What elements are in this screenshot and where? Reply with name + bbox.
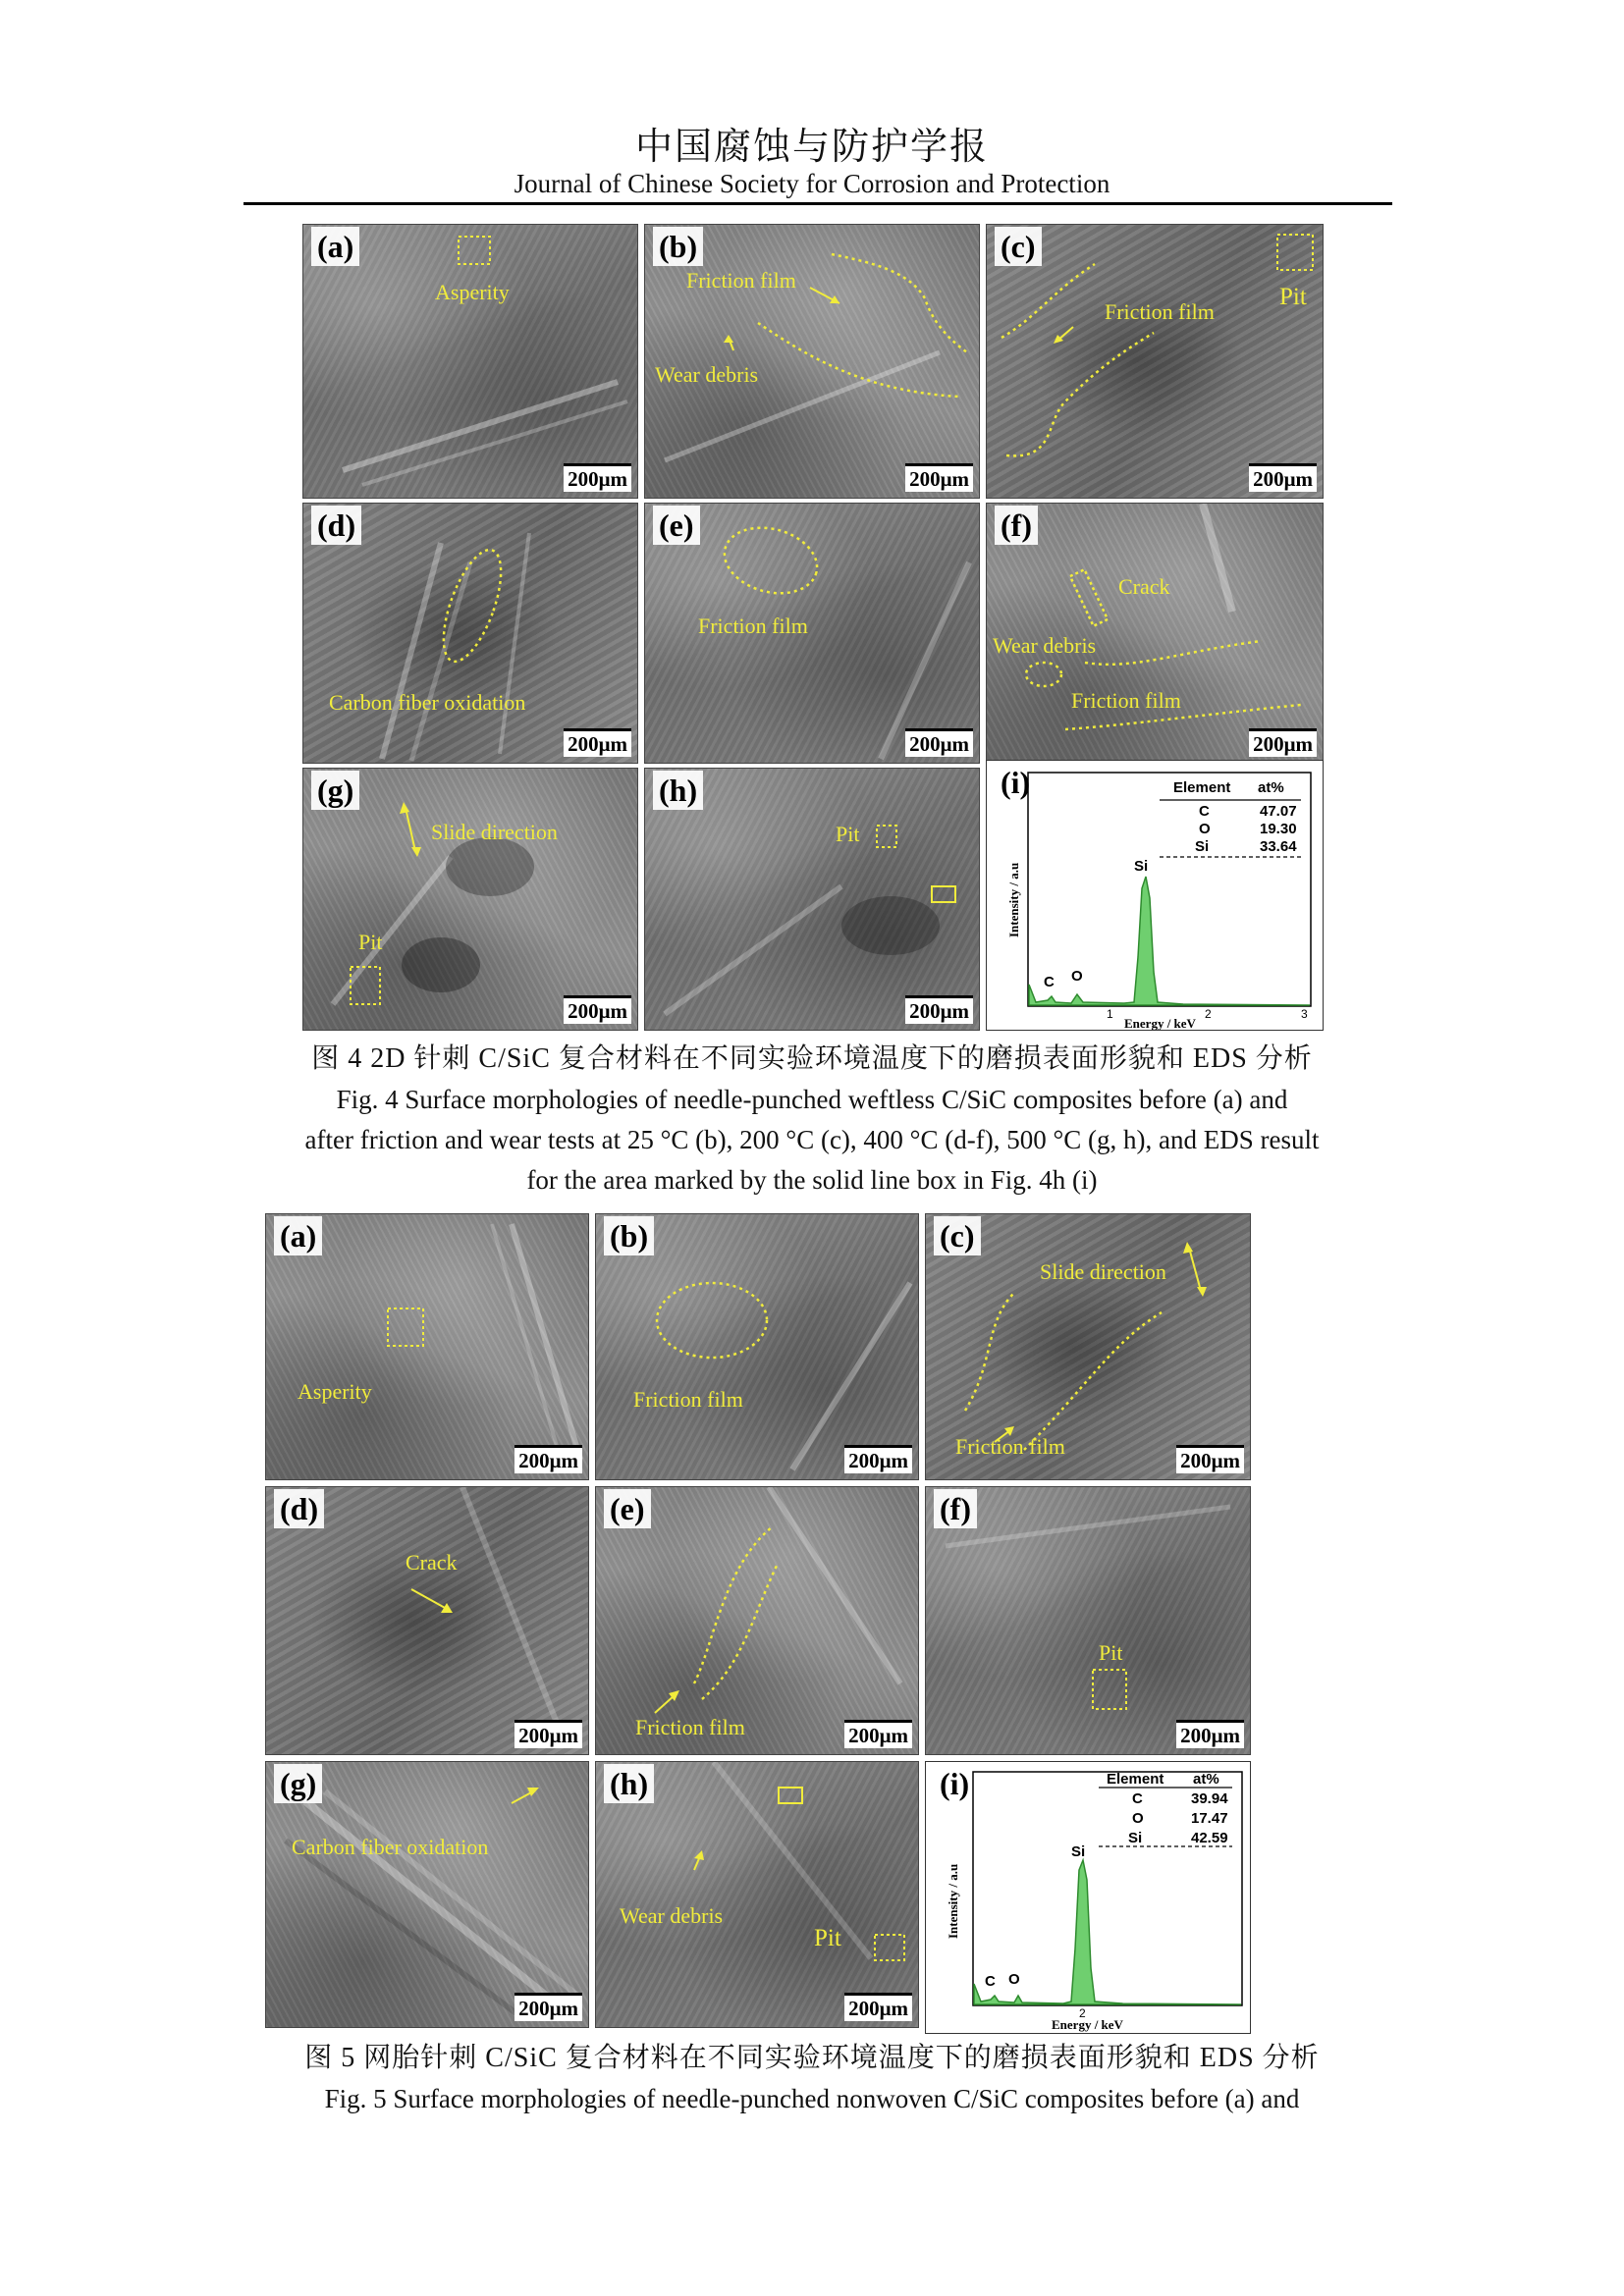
x-tick: 2 [1079,2006,1086,2020]
fig4-panel-c [986,224,1324,499]
annotation-slide-direction: Slide direction [431,820,558,844]
fig5-panel-c [925,1213,1251,1480]
panel-label: (f) [995,506,1038,545]
annotation-wear-debris: Wear debris [620,1903,724,1928]
scale-bar: 200μm [844,1720,912,1748]
scale-bar: 200μm [1249,728,1317,757]
scale-bar: 200μm [844,1993,912,2021]
peak-label: C [1044,974,1055,990]
annotation-asperity: Asperity [298,1379,372,1404]
panel-label: (e) [653,506,700,545]
x-axis-label: Energy / keV [1052,2017,1123,2032]
panel-label: (a) [311,227,359,266]
fig5-panel-a [265,1213,589,1480]
eds-spectrum [1029,877,1310,1005]
annotation-friction-film: Friction film [1071,688,1181,713]
annotation-carbon-fiber-oxidation: Carbon fiber oxidation [292,1835,489,1859]
annotation-pit: Pit [836,822,860,846]
journal-title-en: Journal of Chinese Society for Corrosion and Protection [514,169,1110,198]
fig4-caption-en-line2: after friction and wear tests at 25 °C (b), 200 °C (c), 400 °C (d-f), 500 °C (g, h), and EDS result [304,1125,1320,1154]
panel-label: (a) [274,1216,322,1255]
panel-label: (b) [653,227,703,266]
eds-header-element: Element [1107,1771,1164,1788]
header-rule [244,202,1392,205]
scale-bar: 200μm [514,1993,582,2021]
scale-bar: 200μm [844,1445,912,1473]
fig5-panel-f [925,1486,1251,1755]
annotation-friction-film: Friction film [1105,299,1215,324]
eds-cell: O [1199,821,1211,837]
eds-cell: 39.94 [1191,1790,1228,1807]
fig5-caption-en-line1: Fig. 5 Surface morphologies of needle-punched nonwoven C/SiC composites before (a) and [324,2084,1300,2113]
annotation-slide-direction: Slide direction [1040,1259,1166,1284]
x-axis-label: Energy / keV [1124,1016,1196,1030]
panel-label: (h) [604,1764,654,1803]
panel-label: (f) [934,1489,977,1528]
eds-cell: 19.30 [1260,821,1297,837]
panel-label: (c) [995,227,1042,266]
fig4-panel-a [302,224,638,499]
eds-cell: C [1132,1790,1143,1807]
scale-bar: 200μm [905,995,973,1024]
fig4-panel-e [644,503,980,764]
annotation-friction-film: Friction film [635,1715,745,1739]
eds-cell: 33.64 [1260,838,1297,855]
annotation-pit: Pit [1099,1640,1123,1665]
scale-bar: 200μm [564,728,631,757]
panel-label: (c) [934,1216,981,1255]
eds-header-at: at% [1193,1771,1219,1788]
annotation-asperity: Asperity [435,280,510,304]
scale-bar: 200μm [905,463,973,492]
fig4-caption-cn: 图 4 2D 针刺 C/SiC 复合材料在不同实验环境温度下的磨损表面形貌和 EDS 分析 [311,1043,1313,1074]
panel-label: (b) [604,1216,654,1255]
annotation-friction-film: Friction film [633,1387,743,1412]
solid-line-box [779,1788,802,1803]
annotation-friction-film: Friction film [686,268,796,293]
scale-bar: 200μm [1176,1720,1244,1748]
y-axis-label: Intensity / a.u [1006,862,1021,937]
scale-bar: 200μm [1249,463,1317,492]
panel-label: (g) [311,771,359,810]
fig4-panel-d [302,503,638,764]
panel-label: (e) [604,1489,651,1528]
scale-bar: 200μm [514,1720,582,1748]
fig4-panel-b [644,224,980,499]
annotation-wear-debris: Wear debris [655,362,759,387]
fig4-eds-chart [986,760,1324,1031]
x-tick: 3 [1301,1007,1308,1021]
panel-label: (d) [274,1489,324,1528]
fig5-panel-b [595,1213,919,1480]
fig4-panel-h [644,768,980,1031]
eds-header-element: Element [1173,779,1231,796]
eds-cell: C [1199,803,1210,820]
fig5-panel-g [265,1761,589,2028]
eds-cell: 47.07 [1260,803,1297,820]
fig4-caption-en-line3: for the area marked by the solid line box in Fig. 4h (i) [526,1165,1098,1195]
eds-cell: 42.59 [1191,1830,1228,1846]
asperity-box [459,237,490,264]
panel-label: (g) [274,1764,322,1803]
scale-bar: 200μm [514,1445,582,1473]
eds-cell: O [1132,1810,1144,1827]
scale-bar: 200μm [1176,1445,1244,1473]
annotation-pit: Pit [814,1925,841,1951]
eds-cell: 17.47 [1191,1810,1228,1827]
peak-label: C [985,1973,996,1990]
annotation-friction-film: Friction film [698,614,808,638]
journal-title-cn: 中国腐蚀与防护学报 [634,127,989,168]
peak-label: Si [1134,858,1149,875]
solid-line-box [932,886,955,902]
scale-bar: 200μm [905,728,973,757]
y-axis-label: Intensity / a.u [946,1863,960,1939]
annotation-carbon-fiber-oxidation: Carbon fiber oxidation [329,690,526,715]
eds-cell: Si [1195,838,1210,855]
panel-label: (d) [311,506,361,545]
annotation-crack: Crack [1118,574,1170,599]
annotation-friction-film: Friction film [955,1434,1065,1459]
scale-bar: 200μm [564,463,631,492]
fig4-caption-en-line1: Fig. 4 Surface morphologies of needle-punched weftless C/SiC composites before (a) and [336,1085,1288,1114]
fig5-panel-e [595,1486,919,1755]
eds-cell: Si [1128,1830,1143,1846]
peak-label: O [1008,1971,1020,1988]
annotation-pit: Pit [1279,284,1307,310]
annotation-crack: Crack [406,1550,458,1575]
peak-label: Si [1071,1843,1086,1860]
peak-label: O [1071,968,1083,985]
scale-bar: 200μm [564,995,631,1024]
fig5-eds-chart [925,1761,1251,2034]
panel-label: (i) [934,1764,975,1803]
fig5-caption-cn: 图 5 网胎针刺 C/SiC 复合材料在不同实验环境温度下的磨损表面形貌和 EDS 分析 [304,2043,1320,2073]
annotation-wear-debris: Wear debris [993,633,1097,658]
fig5-panel-h [595,1761,919,2028]
x-tick: 1 [1107,1007,1113,1021]
annotation-pit: Pit [358,930,383,954]
fig4-panel-f [986,503,1324,764]
eds-header-at: at% [1258,779,1284,796]
fig4-eds-svg [987,761,1323,1030]
x-tick: 2 [1205,1007,1212,1021]
panel-label: (i) [995,763,1036,802]
panel-label: (h) [653,771,703,810]
fig5-eds-svg [926,1762,1250,2033]
fig4-panel-g [302,768,638,1031]
fig5-panel-d [265,1486,589,1755]
